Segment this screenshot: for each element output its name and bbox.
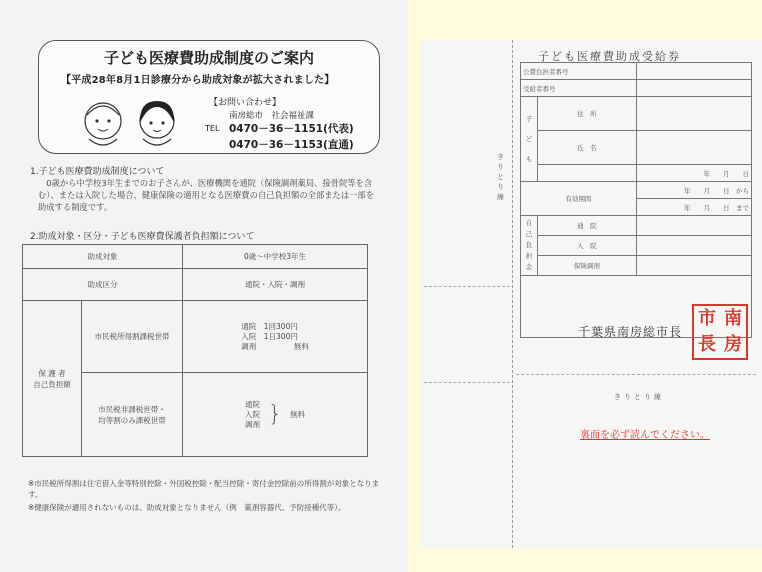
brace-glyph: } (268, 402, 282, 427)
contact-organization: 南房総市 社会福祉課 (229, 111, 315, 121)
coupon-title: 子ども医療費助成受給券 (538, 50, 681, 63)
outpatient-value (636, 216, 751, 236)
horizontal-cut-line (516, 374, 756, 375)
cat1-item-value: 無料 (293, 341, 309, 351)
cat2-line2: 均等割のみ課税世帯 (98, 415, 166, 425)
tel-label: TEL (205, 124, 220, 133)
cat2-item: 通院 (245, 399, 260, 409)
side-label-guardian: 保 護 者 (38, 368, 66, 378)
cut-label-horizontal: きりとり線 (614, 393, 664, 401)
child-label-char: ど (525, 135, 533, 143)
pharmacy-label: 保険調剤 (538, 256, 637, 276)
cat2-item: 調剤 (245, 419, 260, 429)
cut-tick-2 (424, 382, 510, 383)
table-value-category: 通院・入院・調剤 (183, 269, 368, 301)
contact-heading: 【お問い合わせ】 (209, 98, 282, 108)
seal-char: 房 (724, 334, 742, 355)
cat1-item-label: 通院 (241, 321, 257, 331)
child-label (521, 97, 538, 182)
recipient-number-label: 受給者番号 (521, 80, 637, 97)
child-label-char: 子 (525, 115, 533, 123)
cat1-item-label: 調剤 (241, 341, 257, 351)
valid-to: 年 月 日 まで (636, 199, 751, 216)
cat2-line1: 市民税非課税世帯・ (98, 404, 166, 414)
phone-direct: 0470－36－1153(直通) (229, 139, 354, 151)
table-label-category: 助成区分 (23, 269, 183, 301)
cat1-item-value: 1日300円 (263, 331, 298, 341)
cat1-item-value: 1回300円 (263, 321, 298, 331)
validity-label: 有効期間 (521, 182, 637, 216)
cat2-item: 入院 (245, 409, 260, 419)
copay-label (521, 216, 538, 276)
copay-char: 担 (525, 252, 533, 260)
seal-char: 南 (724, 308, 742, 329)
address-label: 住 所 (538, 97, 637, 131)
cut-tick-1 (424, 286, 510, 287)
table-cat1: 市民税所得割課税世帯 (82, 301, 183, 373)
table-cat2-values (183, 373, 368, 457)
cat1-row (241, 332, 309, 342)
subsidy-table (22, 244, 368, 457)
frame-top (410, 0, 762, 40)
birth-value: 年 月 日 (636, 165, 751, 182)
note-2: ※健康保険が適用されないものは、助成対象となりません（例 薬剤容器代、予防接種代等）。 (28, 503, 346, 512)
seal-char: 長 (698, 334, 716, 355)
section2-heading: 2.助成対象・区分・子ども医療費保護者負担額について (30, 232, 255, 242)
children-illustration (77, 93, 187, 151)
note-1: ※市民税所得割は住宅借入金等特別控除・外国税控除・配当控除・寄付金控除前の所得割が対象となります。 (28, 479, 380, 499)
name-label: 氏 名 (538, 131, 637, 165)
birth-label (538, 165, 637, 182)
cut-label-vertical: きりとり線 (497, 153, 504, 201)
copay-char: 金 (525, 263, 533, 271)
inpatient-label: 入 院 (538, 236, 637, 256)
address-value (636, 97, 751, 131)
name-value (636, 131, 751, 165)
table-cat1-values (183, 301, 368, 373)
copay-char: 自 (525, 219, 533, 227)
table-side-label (23, 301, 82, 457)
vertical-cut-line (512, 40, 513, 548)
issuer-mayor: 千葉県南房総市長 (578, 325, 683, 339)
payer-number-label: 公費負担者番号 (521, 63, 637, 80)
frame-bottom (410, 548, 762, 572)
inpatient-value (636, 236, 751, 256)
copay-char: 己 (525, 230, 533, 238)
payer-number-value (636, 63, 751, 80)
coupon-table (520, 62, 752, 338)
pharmacy-value (636, 256, 751, 276)
side-label-copay: 自己負担額 (33, 379, 71, 389)
read-back-notice: 裏面を必ず読んでください。 (580, 430, 710, 441)
section1-body: 0歳から中学校3年生までのお子さんが、医療機関を通院（保険調剤薬局、接骨院等を含む）、または入院した場合、健康保険の適用となる医療費の自己負担額の全部または一部を助成する制度です。 (38, 178, 375, 212)
child-label-char: も (525, 155, 533, 163)
phone-main: 0470－36－1151(代表) (229, 123, 354, 135)
guide-subtitle: 【平成28年8月1日診療分から助成対象が拡大されました】 (61, 75, 335, 86)
official-seal (692, 304, 748, 360)
guide-header-box (38, 40, 380, 154)
outpatient-label: 通 院 (538, 216, 637, 236)
cat1-row (241, 342, 309, 352)
valid-from: 年 月 日 から (636, 182, 751, 199)
cat2-value: 無料 (290, 410, 305, 419)
table-cat2 (82, 373, 183, 457)
table-label-target: 助成対象 (23, 245, 183, 269)
seal-char: 市 (698, 308, 716, 329)
table-value-target: 0歳～中学校3年生 (183, 245, 368, 269)
guide-title: 子ども医療費助成制度のご案内 (103, 49, 314, 67)
copay-char: 負 (525, 241, 533, 249)
cat1-item-label: 入院 (241, 331, 257, 341)
section1-heading: 1.子ども医療費助成制度について (30, 167, 165, 177)
recipient-number-value (636, 80, 751, 97)
cat1-row (241, 322, 309, 332)
